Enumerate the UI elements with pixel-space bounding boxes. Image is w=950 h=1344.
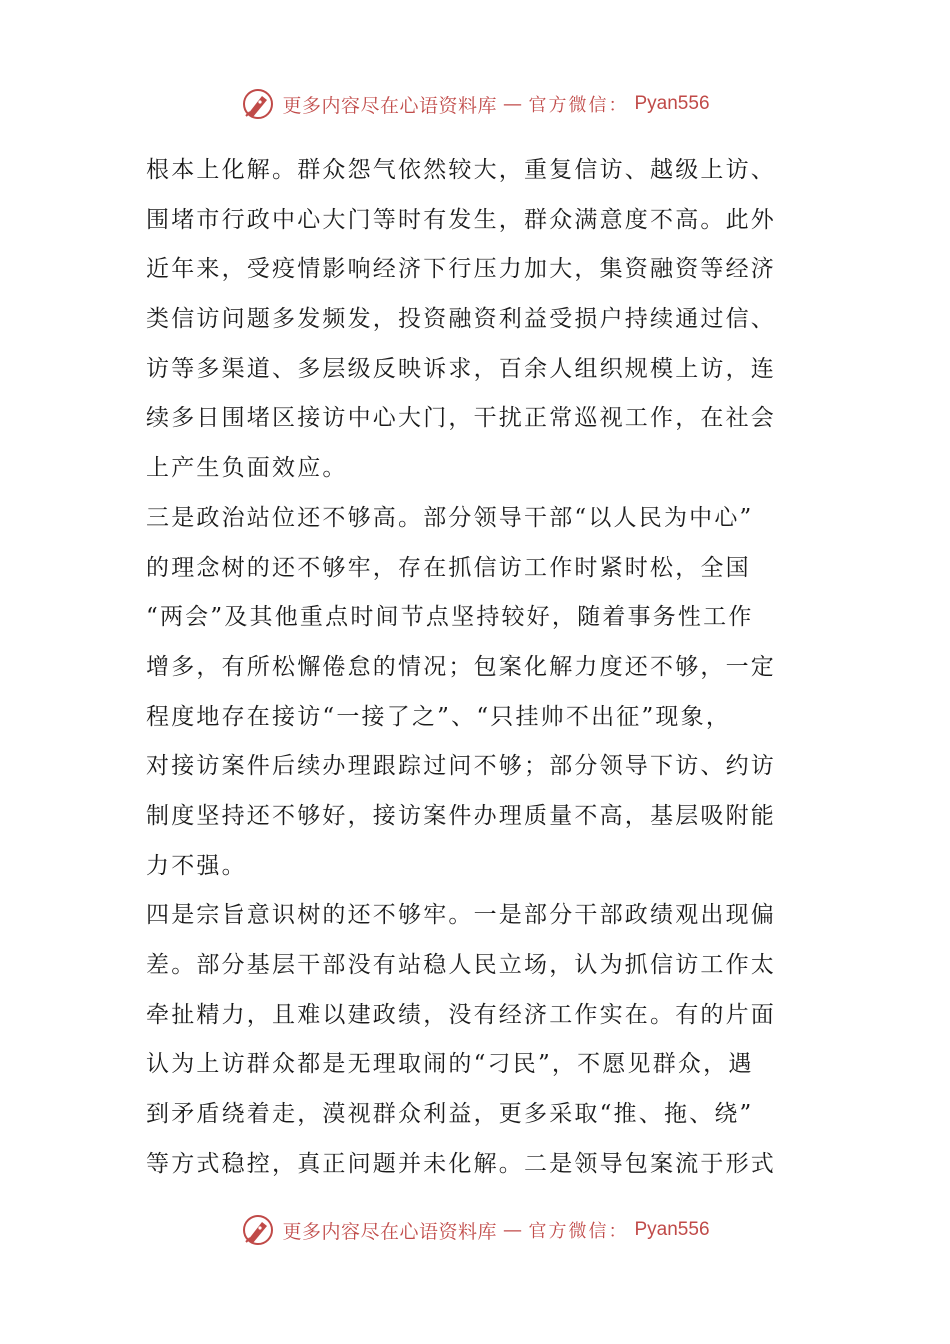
body-line: 访等多渠道、多层级反映诉求，百余人组织规模上访，连: [146, 355, 776, 382]
body-line: 程度地存在接访“一接了之”、“只挂帅不出征”现象，: [146, 703, 732, 730]
body-line: 增多，有所松懈倦怠的情况；包案化解力度还不够，一定: [146, 653, 776, 680]
body-line: 续多日围堵区接访中心大门，干扰正常巡视工作，在社会: [146, 405, 776, 432]
body-line: 近年来，受疫情影响经济下行压力加大，集资融资等经济: [146, 256, 776, 283]
pen-nib-logo-icon: [240, 86, 276, 122]
body-line: 制度坚持还不够好，接访案件办理质量不高，基层吸附能: [146, 802, 776, 829]
banner-dash: —: [503, 93, 523, 115]
footer-banner: [0, 1210, 950, 1250]
body-line: 对接访案件后续办理跟踪过问不够；部分领导下访、约访: [146, 753, 776, 780]
body-line: 力不强。: [146, 852, 247, 879]
wechat-id: Pyan556: [634, 1219, 710, 1240]
body-line: 四是宗旨意识树的还不够牢。一是部分干部政绩观出现偏: [146, 902, 776, 929]
wechat-id: Pyan556: [634, 93, 710, 114]
body-line: 根本上化解。群众怨气依然较大，重复信访、越级上访、: [146, 157, 776, 183]
document-body: [146, 146, 808, 1189]
body-line: “两会”及其他重点时间节点坚持较好，随着事务性工作: [146, 604, 754, 631]
body-line: 差。部分基层干部没有站稳人民立场，认为抓信访工作太: [146, 952, 776, 978]
body-line: 类信访问题多发频发，投资融资利益受损户持续通过信、: [146, 306, 776, 333]
body-line: 上产生负面效应。: [146, 455, 348, 482]
pen-nib-logo-icon: [240, 1212, 276, 1248]
banner-dash: —: [503, 1219, 523, 1241]
banner-title: 更多内容尽在心语资料库: [282, 94, 497, 117]
wechat-label: 官方微信：: [528, 1221, 629, 1242]
body-line: 到矛盾绕着走，漠视群众利益，更多采取“推、拖、绕”: [146, 1101, 754, 1128]
banner-title: 更多内容尽在心语资料库: [282, 1220, 497, 1243]
body-line: 围堵市行政中心大门等时有发生，群众满意度不高。此外: [146, 206, 776, 233]
body-line: 的理念树的还不够牢，存在抓信访工作时紧时松，全国: [146, 554, 751, 581]
body-line: 认为上访群众都是无理取闹的“刁民”，不愿见群众，遇: [146, 1051, 754, 1078]
body-line: 等方式稳控，真正问题并未化解。二是领导包案流于形式: [146, 1150, 776, 1177]
wechat-label: 官方微信：: [528, 95, 629, 116]
header-banner: [0, 84, 950, 124]
body-line: 三是政治站位还不够高。部分领导干部“以人民为中心”: [146, 504, 754, 531]
body-line: 牵扯精力，且难以建政绩，没有经济工作实在。有的片面: [146, 1001, 776, 1028]
